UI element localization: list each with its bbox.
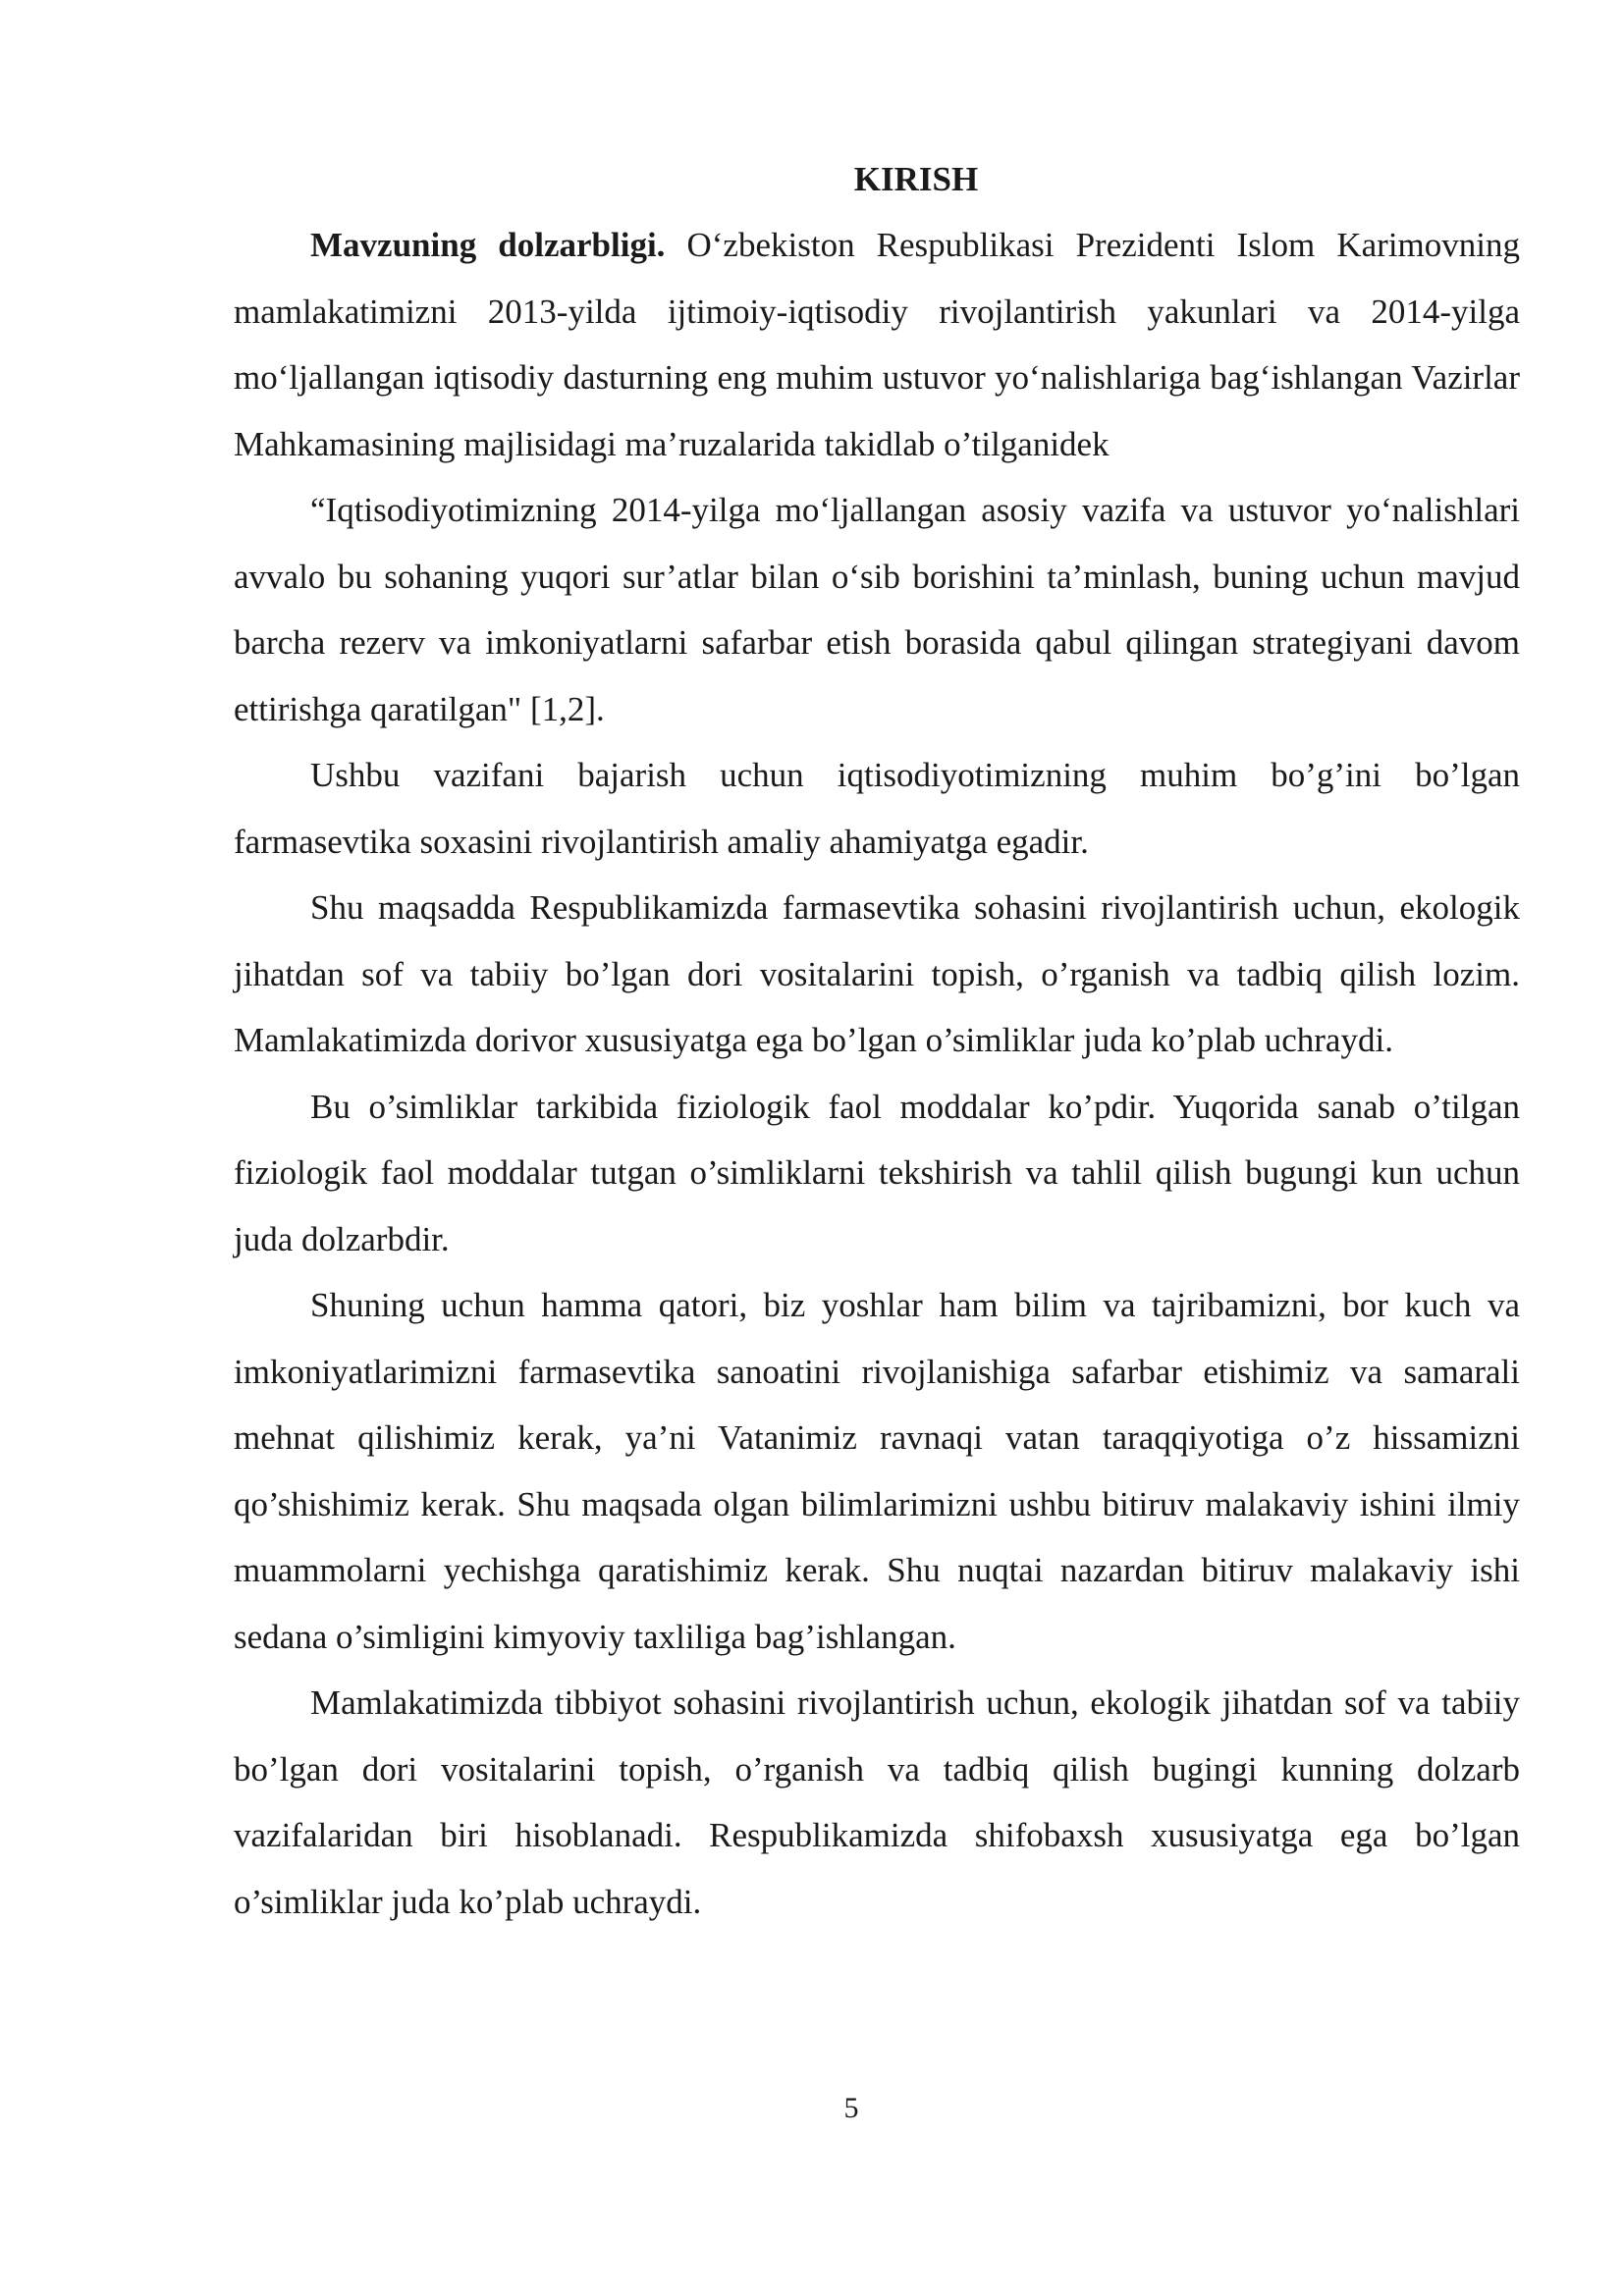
page-number: 5 [843, 2092, 859, 2124]
paragraph-text: Shu maqsadda Respublikamizda farmasevtika sohasini rivojlantirish uchun, ekologik jihatdan sof va tabiiy bo’lgan dori vositalarini topish, o’rganish va tadbiq qilish lozim. Mamlakatimizda dorivor xususiyatga ega bo’lgan o’simliklar juda ko’plab uchraydi. [234, 888, 1520, 1059]
paragraph [234, 1074, 1520, 1273]
paragraph [234, 1670, 1520, 1935]
page-body [234, 147, 1520, 1935]
paragraph-quote [234, 477, 1520, 742]
paragraph-text: O‘zbekiston Respublikasi Prezidenti Islom Karimovning mamlakatimizni 2013-yilda ijtimoiy-iqtisodiy rivojlantirish yakunlari va 2014-yilga mo‘ljallangan iqtisodiy dasturning eng muhim ustuvor yo‘nalishlariga bag‘ishlangan Vazirlar Mahkamasining majlisidagi ma’ruzalarida takidlab o’tilganidek [234, 226, 1520, 463]
paragraph-text: “Iqtisodiyotimizning 2014-yilga mo‘ljallangan asosiy vazifa va ustuvor yo‘nalishlari avvalo bu sohaning yuqori sur’atlar bilan o‘sib borishini ta’minlash, buning uchun mavjud barcha rezerv va imkoniyatlarni safarbar etish borasida qabul qilingan strategiyani davom ettirishga qaratilgan" [1,2]. [234, 491, 1520, 728]
paragraph [234, 742, 1520, 875]
paragraph-lead: Mavzuning dolzarbligi. [310, 226, 666, 264]
paragraph [234, 875, 1520, 1074]
paragraph-text: Shuning uchun hamma qatori, biz yoshlar ham bilim va tajribamizni, bor kuch va imkoniyatlarimizni farmasevtika sanoatini rivojlanishiga safarbar etishimiz va samarali mehnat qilishimiz kerak, ya’ni Vatanimiz ravnaqi vatan taraqqiyotiga o’z hissamizni qo’shishimiz kerak. Shu maqsada olgan bilimlarimizni ushbu bitiruv malakaviy ishini ilmiy muammolarni yechishga qaratishimiz kerak. Shu nuqtai nazardan bitiruv malakaviy ishi sedana o’simligini kimyoviy taxliliga bag’ishlangan. [234, 1286, 1520, 1656]
section-title: KIRISH [853, 160, 979, 198]
paragraph-text: Ushbu vazifani bajarish uchun iqtisodiyotimizning muhim bo’g’ini bo’lgan farmasevtika soxasini rivojlantirish amaliy ahamiyatga egadir. [234, 756, 1520, 861]
paragraph [234, 1272, 1520, 1670]
paragraph-text: Mamlakatimizda tibbiyot sohasini rivojlantirish uchun, ekologik jihatdan sof va tabiiy bo’lgan dori vositalarini topish, o’rganish va tadbiq qilish bugingi kunning dolzarb vazifalaridan biri hisoblanadi. Respublikamizda shifobaxsh xususiyatga ega bo’lgan o’simliklar juda ko’plab uchraydi. [234, 1683, 1520, 1921]
paragraph-text: Bu o’simliklar tarkibida fiziologik faol moddalar ko’pdir. Yuqorida sanab o’tilgan fiziologik faol moddalar tutgan o’simliklarni tekshirish va tahlil qilish bugungi kun uchun juda dolzarbdir. [234, 1087, 1520, 1258]
paragraph-relevance [234, 212, 1520, 477]
